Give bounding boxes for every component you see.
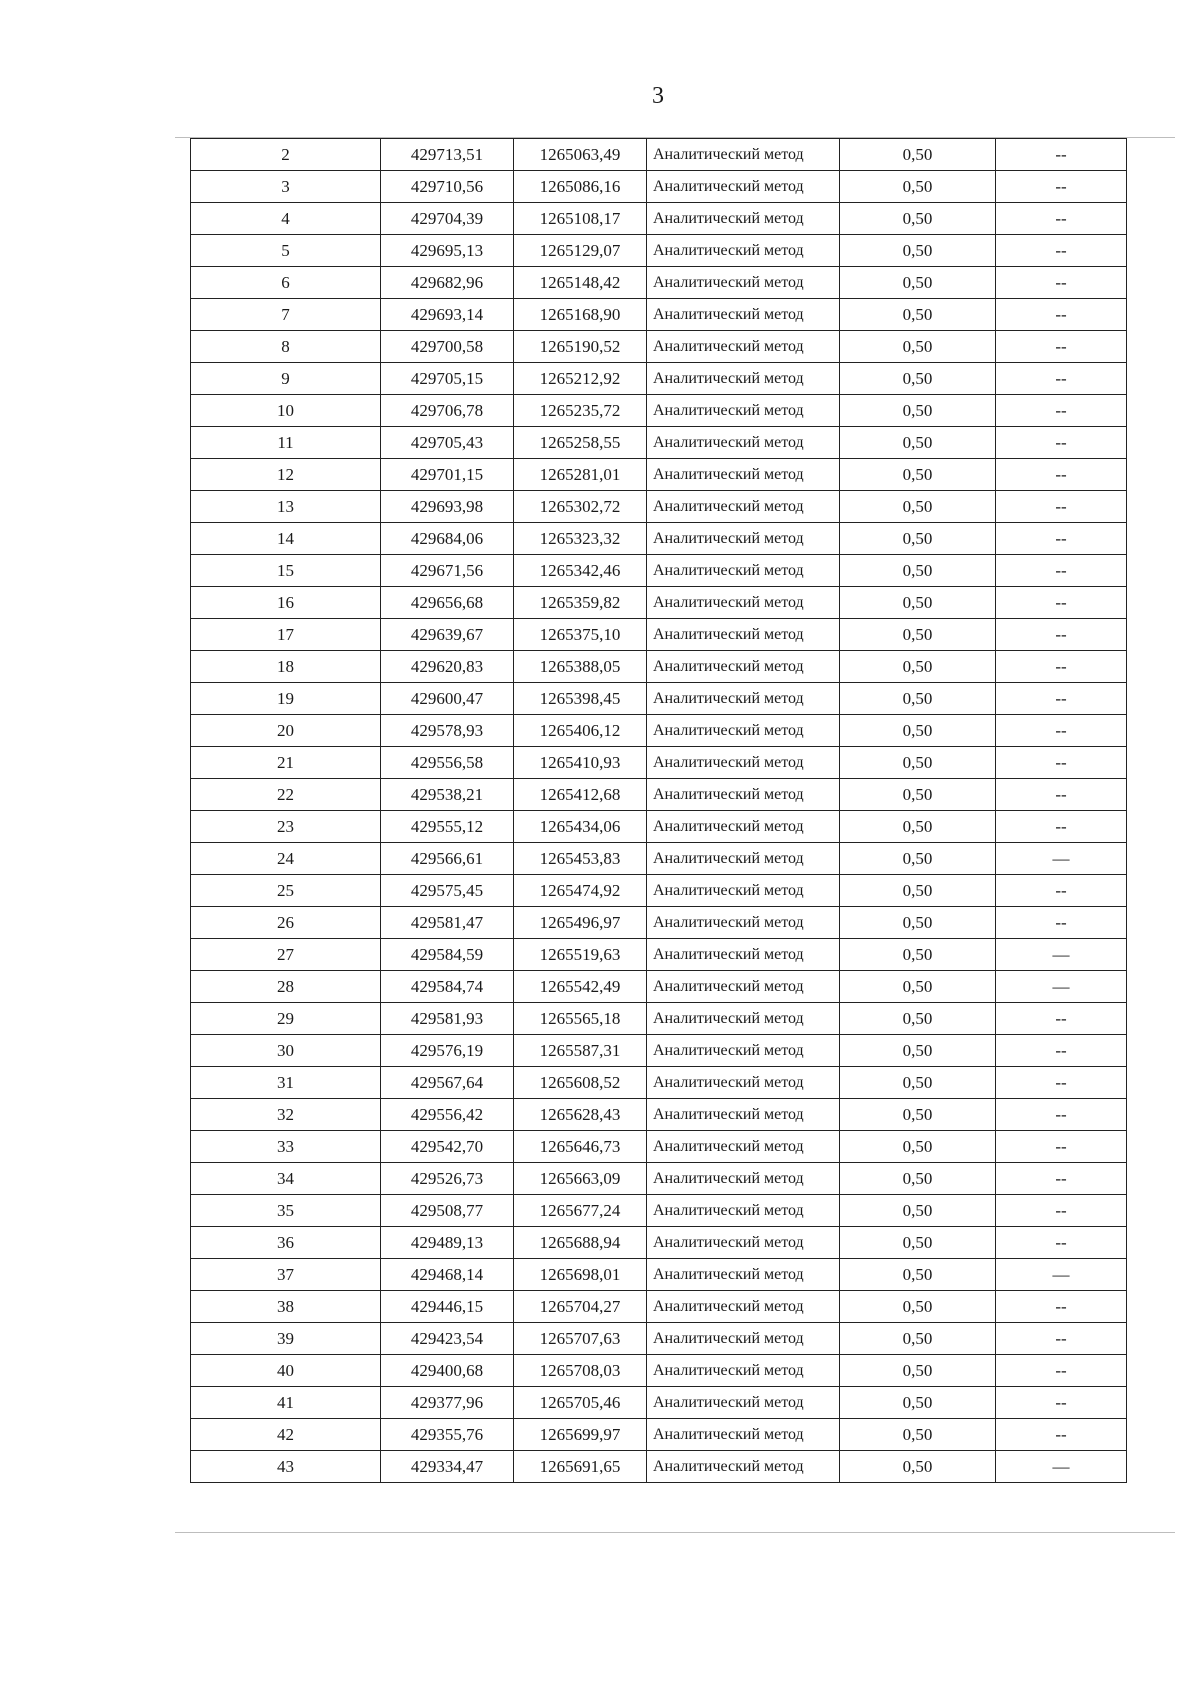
note-cell: --: [996, 203, 1127, 235]
accuracy-cell: 0,50: [840, 555, 996, 587]
point-number-cell: 16: [191, 587, 381, 619]
y-coordinate-cell: 1265496,97: [514, 907, 647, 939]
table-row: [191, 971, 1127, 1003]
note-cell: --: [996, 907, 1127, 939]
table-row: [191, 875, 1127, 907]
table-row: [191, 235, 1127, 267]
x-coordinate-cell: 429693,98: [381, 491, 514, 523]
x-coordinate-cell: 429526,73: [381, 1163, 514, 1195]
table-row: [191, 1163, 1127, 1195]
accuracy-cell: 0,50: [840, 811, 996, 843]
table-row: [191, 1067, 1127, 1099]
x-coordinate-cell: 429700,58: [381, 331, 514, 363]
point-number-cell: 8: [191, 331, 381, 363]
accuracy-cell: 0,50: [840, 875, 996, 907]
accuracy-cell: 0,50: [840, 1131, 996, 1163]
accuracy-cell: 0,50: [840, 747, 996, 779]
y-coordinate-cell: 1265565,18: [514, 1003, 647, 1035]
note-cell: --: [996, 715, 1127, 747]
accuracy-cell: 0,50: [840, 1195, 996, 1227]
method-cell: Аналитический метод: [647, 619, 840, 651]
accuracy-cell: 0,50: [840, 299, 996, 331]
method-cell: Аналитический метод: [647, 555, 840, 587]
point-number-cell: 20: [191, 715, 381, 747]
table-row: [191, 1387, 1127, 1419]
x-coordinate-cell: 429575,45: [381, 875, 514, 907]
accuracy-cell: 0,50: [840, 139, 996, 171]
x-coordinate-cell: 429620,83: [381, 651, 514, 683]
method-cell: Аналитический метод: [647, 1419, 840, 1451]
y-coordinate-cell: 1265646,73: [514, 1131, 647, 1163]
table-row: [191, 1355, 1127, 1387]
y-coordinate-cell: 1265323,32: [514, 523, 647, 555]
note-cell: --: [996, 747, 1127, 779]
point-number-cell: 33: [191, 1131, 381, 1163]
y-coordinate-cell: 1265086,16: [514, 171, 647, 203]
point-number-cell: 10: [191, 395, 381, 427]
method-cell: Аналитический метод: [647, 331, 840, 363]
x-coordinate-cell: 429704,39: [381, 203, 514, 235]
point-number-cell: 32: [191, 1099, 381, 1131]
method-cell: Аналитический метод: [647, 1131, 840, 1163]
point-number-cell: 21: [191, 747, 381, 779]
accuracy-cell: 0,50: [840, 843, 996, 875]
y-coordinate-cell: 1265190,52: [514, 331, 647, 363]
point-number-cell: 28: [191, 971, 381, 1003]
table-row: [191, 715, 1127, 747]
x-coordinate-cell: 429468,14: [381, 1259, 514, 1291]
y-coordinate-cell: 1265281,01: [514, 459, 647, 491]
point-number-cell: 31: [191, 1067, 381, 1099]
x-coordinate-cell: 429710,56: [381, 171, 514, 203]
accuracy-cell: 0,50: [840, 427, 996, 459]
y-coordinate-cell: 1265212,92: [514, 363, 647, 395]
note-cell: --: [996, 1131, 1127, 1163]
y-coordinate-cell: 1265704,27: [514, 1291, 647, 1323]
method-cell: Аналитический метод: [647, 1035, 840, 1067]
accuracy-cell: 0,50: [840, 587, 996, 619]
accuracy-cell: 0,50: [840, 1419, 996, 1451]
method-cell: Аналитический метод: [647, 139, 840, 171]
method-cell: Аналитический метод: [647, 1163, 840, 1195]
x-coordinate-cell: 429695,13: [381, 235, 514, 267]
table-row: [191, 1099, 1127, 1131]
accuracy-cell: 0,50: [840, 395, 996, 427]
table-row: [191, 1131, 1127, 1163]
accuracy-cell: 0,50: [840, 1355, 996, 1387]
y-coordinate-cell: 1265708,03: [514, 1355, 647, 1387]
table-row: [191, 747, 1127, 779]
x-coordinate-cell: 429701,15: [381, 459, 514, 491]
note-cell: --: [996, 1419, 1127, 1451]
note-cell: --: [996, 235, 1127, 267]
method-cell: Аналитический метод: [647, 811, 840, 843]
y-coordinate-cell: 1265412,68: [514, 779, 647, 811]
table-row: [191, 1227, 1127, 1259]
x-coordinate-cell: 429566,61: [381, 843, 514, 875]
y-coordinate-cell: 1265453,83: [514, 843, 647, 875]
accuracy-cell: 0,50: [840, 1067, 996, 1099]
x-coordinate-cell: 429377,96: [381, 1387, 514, 1419]
point-number-cell: 40: [191, 1355, 381, 1387]
accuracy-cell: 0,50: [840, 1323, 996, 1355]
note-cell: --: [996, 171, 1127, 203]
accuracy-cell: 0,50: [840, 1451, 996, 1483]
method-cell: Аналитический метод: [647, 939, 840, 971]
accuracy-cell: 0,50: [840, 171, 996, 203]
table-row: [191, 139, 1127, 171]
y-coordinate-cell: 1265691,65: [514, 1451, 647, 1483]
note-cell: --: [996, 779, 1127, 811]
table-row: [191, 587, 1127, 619]
table-row: [191, 1451, 1127, 1483]
method-cell: Аналитический метод: [647, 843, 840, 875]
note-cell: --: [996, 459, 1127, 491]
x-coordinate-cell: 429581,47: [381, 907, 514, 939]
x-coordinate-cell: 429555,12: [381, 811, 514, 843]
accuracy-cell: 0,50: [840, 1227, 996, 1259]
y-coordinate-cell: 1265608,52: [514, 1067, 647, 1099]
note-cell: --: [996, 523, 1127, 555]
note-cell: --: [996, 587, 1127, 619]
method-cell: Аналитический метод: [647, 971, 840, 1003]
note-cell: --: [996, 491, 1127, 523]
table-row: [191, 843, 1127, 875]
table-row: [191, 523, 1127, 555]
point-number-cell: 7: [191, 299, 381, 331]
table-row: [191, 1003, 1127, 1035]
y-coordinate-cell: 1265388,05: [514, 651, 647, 683]
point-number-cell: 4: [191, 203, 381, 235]
point-number-cell: 43: [191, 1451, 381, 1483]
point-number-cell: 2: [191, 139, 381, 171]
scan-artifact-line: [175, 1532, 1175, 1533]
y-coordinate-cell: 1265474,92: [514, 875, 647, 907]
method-cell: Аналитический метод: [647, 1067, 840, 1099]
table-row: [191, 491, 1127, 523]
x-coordinate-cell: 429556,42: [381, 1099, 514, 1131]
method-cell: Аналитический метод: [647, 875, 840, 907]
y-coordinate-cell: 1265359,82: [514, 587, 647, 619]
point-number-cell: 15: [191, 555, 381, 587]
note-cell: --: [996, 427, 1127, 459]
table-row: [191, 1419, 1127, 1451]
note-cell: --: [996, 1355, 1127, 1387]
x-coordinate-cell: 429671,56: [381, 555, 514, 587]
y-coordinate-cell: 1265398,45: [514, 683, 647, 715]
y-coordinate-cell: 1265129,07: [514, 235, 647, 267]
method-cell: Аналитический метод: [647, 747, 840, 779]
point-number-cell: 24: [191, 843, 381, 875]
x-coordinate-cell: 429567,64: [381, 1067, 514, 1099]
note-cell: --: [996, 1387, 1127, 1419]
table-row: [191, 555, 1127, 587]
y-coordinate-cell: 1265108,17: [514, 203, 647, 235]
y-coordinate-cell: 1265410,93: [514, 747, 647, 779]
accuracy-cell: 0,50: [840, 1163, 996, 1195]
y-coordinate-cell: 1265235,72: [514, 395, 647, 427]
x-coordinate-cell: 429584,74: [381, 971, 514, 1003]
x-coordinate-cell: 429578,93: [381, 715, 514, 747]
method-cell: Аналитический метод: [647, 523, 840, 555]
table-row: [191, 1323, 1127, 1355]
note-cell: --: [996, 811, 1127, 843]
accuracy-cell: 0,50: [840, 459, 996, 491]
method-cell: Аналитический метод: [647, 1195, 840, 1227]
method-cell: Аналитический метод: [647, 1099, 840, 1131]
accuracy-cell: 0,50: [840, 779, 996, 811]
method-cell: Аналитический метод: [647, 715, 840, 747]
method-cell: Аналитический метод: [647, 1291, 840, 1323]
table-row: [191, 363, 1127, 395]
point-number-cell: 29: [191, 1003, 381, 1035]
method-cell: Аналитический метод: [647, 779, 840, 811]
x-coordinate-cell: 429542,70: [381, 1131, 514, 1163]
y-coordinate-cell: 1265677,24: [514, 1195, 647, 1227]
note-cell: --: [996, 395, 1127, 427]
x-coordinate-cell: 429684,06: [381, 523, 514, 555]
x-coordinate-cell: 429489,13: [381, 1227, 514, 1259]
point-number-cell: 6: [191, 267, 381, 299]
table-row: [191, 459, 1127, 491]
method-cell: Аналитический метод: [647, 235, 840, 267]
method-cell: Аналитический метод: [647, 363, 840, 395]
point-number-cell: 27: [191, 939, 381, 971]
point-number-cell: 30: [191, 1035, 381, 1067]
table-row: [191, 299, 1127, 331]
accuracy-cell: 0,50: [840, 331, 996, 363]
method-cell: Аналитический метод: [647, 267, 840, 299]
method-cell: Аналитический метод: [647, 1259, 840, 1291]
note-cell: —: [996, 1451, 1127, 1483]
table-row: [191, 331, 1127, 363]
y-coordinate-cell: 1265375,10: [514, 619, 647, 651]
note-cell: --: [996, 555, 1127, 587]
x-coordinate-cell: 429400,68: [381, 1355, 514, 1387]
y-coordinate-cell: 1265519,63: [514, 939, 647, 971]
point-number-cell: 39: [191, 1323, 381, 1355]
note-cell: --: [996, 619, 1127, 651]
table-row: [191, 907, 1127, 939]
y-coordinate-cell: 1265542,49: [514, 971, 647, 1003]
method-cell: Аналитический метод: [647, 459, 840, 491]
point-number-cell: 35: [191, 1195, 381, 1227]
point-number-cell: 41: [191, 1387, 381, 1419]
y-coordinate-cell: 1265698,01: [514, 1259, 647, 1291]
accuracy-cell: 0,50: [840, 1387, 996, 1419]
point-number-cell: 11: [191, 427, 381, 459]
method-cell: Аналитический метод: [647, 203, 840, 235]
x-coordinate-cell: 429656,68: [381, 587, 514, 619]
table-row: [191, 427, 1127, 459]
accuracy-cell: 0,50: [840, 235, 996, 267]
y-coordinate-cell: 1265707,63: [514, 1323, 647, 1355]
table-row: [191, 171, 1127, 203]
x-coordinate-cell: 429423,54: [381, 1323, 514, 1355]
x-coordinate-cell: 429334,47: [381, 1451, 514, 1483]
note-cell: --: [996, 331, 1127, 363]
point-number-cell: 12: [191, 459, 381, 491]
x-coordinate-cell: 429705,43: [381, 427, 514, 459]
x-coordinate-cell: 429713,51: [381, 139, 514, 171]
point-number-cell: 38: [191, 1291, 381, 1323]
table-row: [191, 779, 1127, 811]
note-cell: —: [996, 843, 1127, 875]
y-coordinate-cell: 1265148,42: [514, 267, 647, 299]
table-row: [191, 1291, 1127, 1323]
table-row: [191, 811, 1127, 843]
note-cell: --: [996, 1003, 1127, 1035]
accuracy-cell: 0,50: [840, 1259, 996, 1291]
method-cell: Аналитический метод: [647, 1387, 840, 1419]
x-coordinate-cell: 429576,19: [381, 1035, 514, 1067]
accuracy-cell: 0,50: [840, 1003, 996, 1035]
accuracy-cell: 0,50: [840, 523, 996, 555]
note-cell: --: [996, 1163, 1127, 1195]
x-coordinate-cell: 429556,58: [381, 747, 514, 779]
x-coordinate-cell: 429581,93: [381, 1003, 514, 1035]
table-row: [191, 1035, 1127, 1067]
method-cell: Аналитический метод: [647, 299, 840, 331]
point-number-cell: 17: [191, 619, 381, 651]
accuracy-cell: 0,50: [840, 203, 996, 235]
x-coordinate-cell: 429355,76: [381, 1419, 514, 1451]
accuracy-cell: 0,50: [840, 907, 996, 939]
table-row: [191, 203, 1127, 235]
accuracy-cell: 0,50: [840, 491, 996, 523]
point-number-cell: 42: [191, 1419, 381, 1451]
x-coordinate-cell: 429706,78: [381, 395, 514, 427]
page-number: 3: [652, 83, 664, 109]
accuracy-cell: 0,50: [840, 619, 996, 651]
x-coordinate-cell: 429446,15: [381, 1291, 514, 1323]
accuracy-cell: 0,50: [840, 363, 996, 395]
method-cell: Аналитический метод: [647, 1451, 840, 1483]
point-number-cell: 13: [191, 491, 381, 523]
table-row: [191, 1195, 1127, 1227]
note-cell: --: [996, 1195, 1127, 1227]
note-cell: —: [996, 971, 1127, 1003]
point-number-cell: 37: [191, 1259, 381, 1291]
accuracy-cell: 0,50: [840, 1291, 996, 1323]
accuracy-cell: 0,50: [840, 267, 996, 299]
note-cell: —: [996, 1259, 1127, 1291]
table-row: [191, 939, 1127, 971]
note-cell: --: [996, 1067, 1127, 1099]
point-number-cell: 26: [191, 907, 381, 939]
table-row: [191, 683, 1127, 715]
method-cell: Аналитический метод: [647, 1323, 840, 1355]
method-cell: Аналитический метод: [647, 1355, 840, 1387]
table-row: [191, 395, 1127, 427]
accuracy-cell: 0,50: [840, 683, 996, 715]
point-number-cell: 34: [191, 1163, 381, 1195]
method-cell: Аналитический метод: [647, 587, 840, 619]
point-number-cell: 19: [191, 683, 381, 715]
x-coordinate-cell: 429538,21: [381, 779, 514, 811]
y-coordinate-cell: 1265587,31: [514, 1035, 647, 1067]
note-cell: --: [996, 363, 1127, 395]
table-row: [191, 1259, 1127, 1291]
y-coordinate-cell: 1265688,94: [514, 1227, 647, 1259]
note-cell: --: [996, 683, 1127, 715]
y-coordinate-cell: 1265258,55: [514, 427, 647, 459]
note-cell: --: [996, 299, 1127, 331]
point-number-cell: 25: [191, 875, 381, 907]
coordinates-table-body: [191, 139, 1127, 1483]
y-coordinate-cell: 1265406,12: [514, 715, 647, 747]
y-coordinate-cell: 1265342,46: [514, 555, 647, 587]
accuracy-cell: 0,50: [840, 939, 996, 971]
note-cell: --: [996, 1323, 1127, 1355]
x-coordinate-cell: 429682,96: [381, 267, 514, 299]
method-cell: Аналитический метод: [647, 171, 840, 203]
y-coordinate-cell: 1265628,43: [514, 1099, 647, 1131]
point-number-cell: 3: [191, 171, 381, 203]
table-row: [191, 267, 1127, 299]
note-cell: --: [996, 1227, 1127, 1259]
accuracy-cell: 0,50: [840, 651, 996, 683]
table-row: [191, 651, 1127, 683]
x-coordinate-cell: 429600,47: [381, 683, 514, 715]
method-cell: Аналитический метод: [647, 491, 840, 523]
point-number-cell: 18: [191, 651, 381, 683]
accuracy-cell: 0,50: [840, 971, 996, 1003]
note-cell: --: [996, 1099, 1127, 1131]
accuracy-cell: 0,50: [840, 1099, 996, 1131]
accuracy-cell: 0,50: [840, 1035, 996, 1067]
x-coordinate-cell: 429639,67: [381, 619, 514, 651]
y-coordinate-cell: 1265434,06: [514, 811, 647, 843]
note-cell: --: [996, 1291, 1127, 1323]
note-cell: --: [996, 875, 1127, 907]
method-cell: Аналитический метод: [647, 427, 840, 459]
method-cell: Аналитический метод: [647, 395, 840, 427]
coordinates-table: [190, 138, 1127, 1483]
x-coordinate-cell: 429584,59: [381, 939, 514, 971]
y-coordinate-cell: 1265699,97: [514, 1419, 647, 1451]
y-coordinate-cell: 1265663,09: [514, 1163, 647, 1195]
y-coordinate-cell: 1265705,46: [514, 1387, 647, 1419]
point-number-cell: 5: [191, 235, 381, 267]
x-coordinate-cell: 429693,14: [381, 299, 514, 331]
method-cell: Аналитический метод: [647, 1227, 840, 1259]
note-cell: --: [996, 651, 1127, 683]
y-coordinate-cell: 1265168,90: [514, 299, 647, 331]
method-cell: Аналитический метод: [647, 651, 840, 683]
point-number-cell: 14: [191, 523, 381, 555]
note-cell: —: [996, 939, 1127, 971]
point-number-cell: 22: [191, 779, 381, 811]
accuracy-cell: 0,50: [840, 715, 996, 747]
point-number-cell: 36: [191, 1227, 381, 1259]
note-cell: --: [996, 139, 1127, 171]
method-cell: Аналитический метод: [647, 683, 840, 715]
y-coordinate-cell: 1265302,72: [514, 491, 647, 523]
point-number-cell: 23: [191, 811, 381, 843]
note-cell: --: [996, 267, 1127, 299]
x-coordinate-cell: 429508,77: [381, 1195, 514, 1227]
x-coordinate-cell: 429705,15: [381, 363, 514, 395]
method-cell: Аналитический метод: [647, 907, 840, 939]
y-coordinate-cell: 1265063,49: [514, 139, 647, 171]
note-cell: --: [996, 1035, 1127, 1067]
table-row: [191, 619, 1127, 651]
point-number-cell: 9: [191, 363, 381, 395]
method-cell: Аналитический метод: [647, 1003, 840, 1035]
